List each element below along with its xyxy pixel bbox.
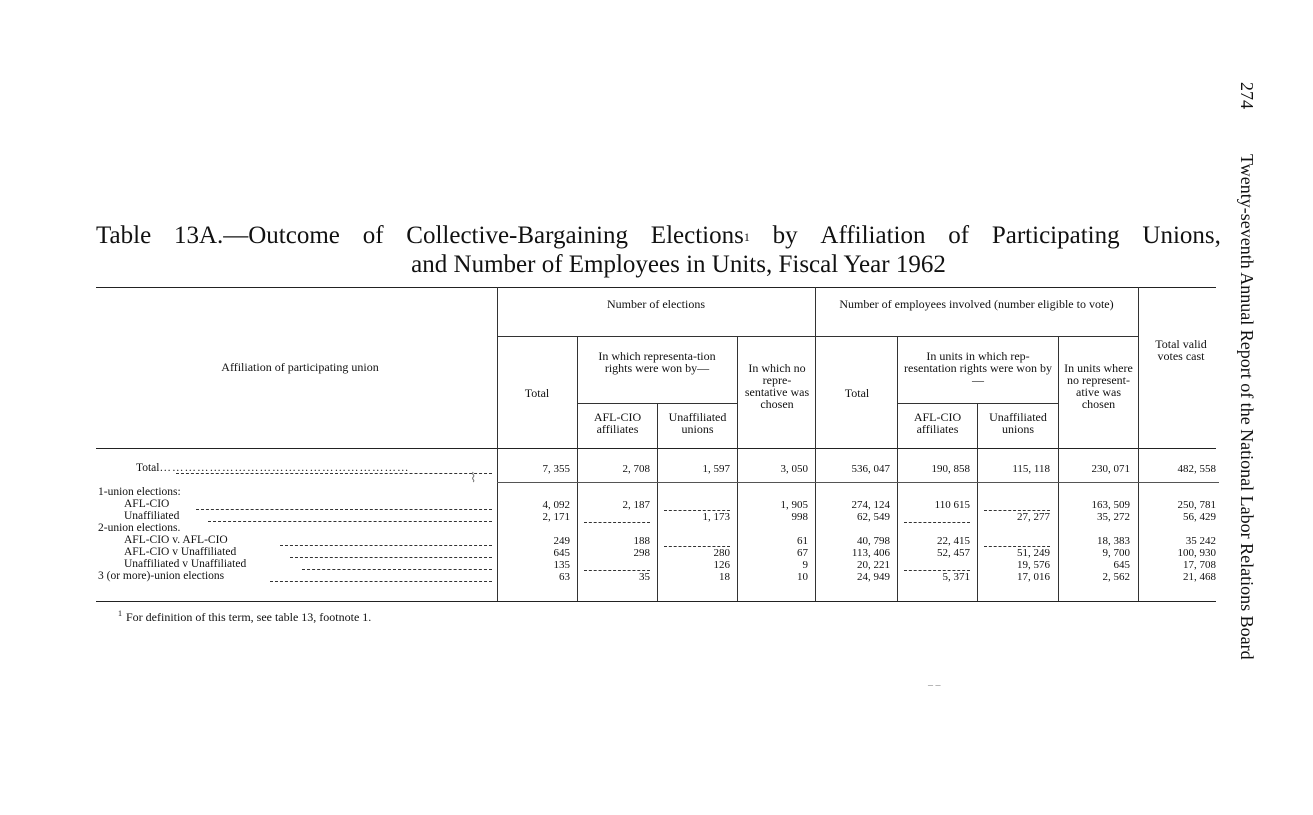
cell: 35 bbox=[639, 571, 650, 583]
column-divider bbox=[577, 336, 578, 601]
footnote-text: For definition of this term, see table 13, footnote 1. bbox=[126, 610, 372, 624]
footnote bbox=[118, 609, 371, 625]
cell: 20, 221 bbox=[857, 559, 890, 571]
title-word: Collective-Bargaining bbox=[406, 222, 629, 249]
cell: 51, 249 bbox=[1017, 547, 1050, 559]
cell: 280 bbox=[713, 547, 730, 559]
cell: 298 bbox=[633, 547, 650, 559]
cell: 230, 071 bbox=[1091, 463, 1130, 475]
cell: 35 242 bbox=[1185, 535, 1216, 547]
title-line-1 bbox=[96, 221, 1221, 250]
header-valid-votes: Total valid votes cast bbox=[1155, 337, 1207, 363]
header-elections-total: Total bbox=[524, 386, 550, 400]
header-rule bbox=[497, 336, 815, 337]
leader-line bbox=[270, 581, 492, 582]
column-divider bbox=[737, 336, 738, 601]
header-rule bbox=[815, 336, 1138, 337]
scan-speck: ‒ ‒ bbox=[928, 680, 941, 691]
row-label: AFL-CIO v Unaffiliated bbox=[124, 546, 237, 558]
row-label: Unaffiliated bbox=[124, 510, 180, 522]
cell: 4, 092 bbox=[542, 499, 570, 511]
running-head bbox=[1232, 82, 1262, 742]
cell: 2, 171 bbox=[542, 511, 570, 523]
row-label: Unaffiliated v Unaffiliated bbox=[124, 558, 247, 570]
cell: 126 bbox=[713, 559, 730, 571]
header-rule bbox=[577, 403, 737, 404]
column-divider bbox=[1058, 336, 1059, 601]
cell: 1, 173 bbox=[702, 511, 730, 523]
cell: 188 bbox=[633, 535, 650, 547]
cell: 18 bbox=[719, 571, 730, 583]
column-divider bbox=[897, 336, 898, 601]
cell: 2, 187 bbox=[622, 499, 650, 511]
title-word: 13A.—Outcome bbox=[173, 222, 340, 249]
header-afl-cio-affiliates: AFL-CIO affiliates bbox=[593, 410, 642, 436]
cell: 1, 597 bbox=[702, 463, 730, 475]
header-number-of-elections: Number of elections bbox=[607, 297, 705, 311]
cell: 5, 371 bbox=[942, 571, 970, 583]
footnote-reference: 1 bbox=[743, 230, 750, 244]
column-divider bbox=[657, 403, 658, 601]
cell: 100, 930 bbox=[1177, 547, 1216, 559]
leader-line bbox=[196, 509, 492, 510]
cell: 3, 050 bbox=[780, 463, 808, 475]
cell: 163, 509 bbox=[1091, 499, 1130, 511]
cell: 17, 708 bbox=[1183, 559, 1216, 571]
cell: 56, 429 bbox=[1183, 511, 1216, 523]
header-units-rights-won-by: In units in which rep-resentation rights were won by— bbox=[904, 349, 1052, 387]
title-word-with-footnote: Elections$^1$ bbox=[650, 222, 750, 249]
header-rule bbox=[897, 403, 1058, 404]
cell: 113, 406 bbox=[851, 547, 890, 559]
row-label-total: Total…………………………………………………… bbox=[136, 462, 410, 474]
header-bottom-rule bbox=[96, 448, 1216, 449]
title-word: Affiliation bbox=[820, 222, 926, 249]
cell: 115, 118 bbox=[1012, 463, 1050, 475]
header-no-rep-chosen: In which no repre-sentative was chosen bbox=[744, 361, 810, 411]
leader-line bbox=[302, 569, 492, 570]
row-label-group: 2-union elections. bbox=[98, 522, 181, 534]
title-word: of bbox=[362, 222, 384, 249]
row-label: AFL-CIO bbox=[124, 498, 170, 510]
header-rights-won-by: In which representa-tion rights were won by— bbox=[598, 349, 716, 375]
cell: 645 bbox=[553, 547, 570, 559]
cell: 2, 562 bbox=[1102, 571, 1130, 583]
cell: 135 bbox=[553, 559, 570, 571]
leader-line bbox=[208, 521, 492, 522]
total-row-rule bbox=[497, 482, 1219, 483]
cell: 17, 016 bbox=[1017, 571, 1050, 583]
cell: 52, 457 bbox=[937, 547, 970, 559]
cell: 482, 558 bbox=[1177, 463, 1216, 475]
cell: 1, 905 bbox=[780, 499, 808, 511]
header-emp-unaffiliated: Unaffiliated unions bbox=[989, 410, 1047, 436]
cell: 40, 798 bbox=[857, 535, 890, 547]
table-title bbox=[96, 221, 1221, 285]
column-divider bbox=[497, 287, 498, 601]
column-divider bbox=[977, 403, 978, 601]
cell: 21, 468 bbox=[1183, 571, 1216, 583]
cell: 18, 383 bbox=[1097, 535, 1130, 547]
cell: 645 bbox=[1113, 559, 1130, 571]
header-employees-involved: Number of employees involved (number eligible to vote) bbox=[839, 297, 1114, 311]
cell: 9, 700 bbox=[1102, 547, 1130, 559]
cell: 19, 576 bbox=[1017, 559, 1050, 571]
header-units-no-rep: In units where no represent-ative was chosen bbox=[1064, 361, 1133, 411]
leader-line bbox=[280, 545, 492, 546]
cell: 22, 415 bbox=[937, 535, 970, 547]
row-label: AFL-CIO v. AFL-CIO bbox=[124, 534, 228, 546]
footnote-marker: 1 bbox=[118, 609, 122, 618]
cell: 536, 047 bbox=[851, 463, 890, 475]
cell: 67 bbox=[797, 547, 808, 559]
leader-line bbox=[290, 557, 492, 558]
empty-cell-dash bbox=[904, 522, 970, 523]
column-divider bbox=[1138, 287, 1139, 601]
leader-line bbox=[176, 473, 492, 474]
cell: 27, 277 bbox=[1017, 511, 1050, 523]
page-number: 274 bbox=[1237, 82, 1257, 109]
cell: 61 bbox=[797, 535, 808, 547]
stub-header: Affiliation of participating union bbox=[221, 360, 379, 374]
cell: 249 bbox=[553, 535, 570, 547]
empty-cell-dash bbox=[584, 522, 650, 523]
cell: 9 bbox=[802, 559, 808, 571]
column-divider bbox=[815, 287, 816, 601]
cell: 35, 272 bbox=[1097, 511, 1130, 523]
title-word: Participating bbox=[991, 222, 1120, 249]
table-top-rule bbox=[96, 287, 1216, 288]
row-label: 3 (or more)-union elections bbox=[98, 570, 225, 582]
running-head-text: Twenty-seventh Annual Report of the National Labor Relations Board bbox=[1237, 154, 1257, 660]
title-word: Unions, bbox=[1142, 222, 1221, 249]
cell: 190, 858 bbox=[931, 463, 970, 475]
cell: 110 615 bbox=[934, 499, 970, 511]
header-employees-total: Total bbox=[844, 386, 870, 400]
cell: 63 bbox=[559, 571, 570, 583]
table-bottom-rule bbox=[96, 601, 1216, 602]
cell: 7, 355 bbox=[542, 463, 570, 475]
cell: 10 bbox=[797, 571, 808, 583]
title-word: by bbox=[772, 222, 798, 249]
cell: 2, 708 bbox=[622, 463, 650, 475]
cell: 274, 124 bbox=[851, 499, 890, 511]
cell: 998 bbox=[791, 511, 808, 523]
title-line-2: and Number of Employees in Units, Fiscal Year 1962 bbox=[411, 251, 946, 278]
header-emp-afl-cio: AFL-CIO affiliates bbox=[913, 410, 962, 436]
cell: 24, 949 bbox=[857, 571, 890, 583]
row-label-group: 1-union elections: bbox=[98, 486, 181, 498]
title-word: Table bbox=[96, 222, 152, 249]
cell: 250, 781 bbox=[1177, 499, 1216, 511]
header-unaffiliated-unions: Unaffiliated unions bbox=[668, 410, 727, 436]
scan-speck: ⌇ bbox=[470, 470, 477, 485]
title-word: of bbox=[948, 222, 970, 249]
cell: 62, 549 bbox=[857, 511, 890, 523]
